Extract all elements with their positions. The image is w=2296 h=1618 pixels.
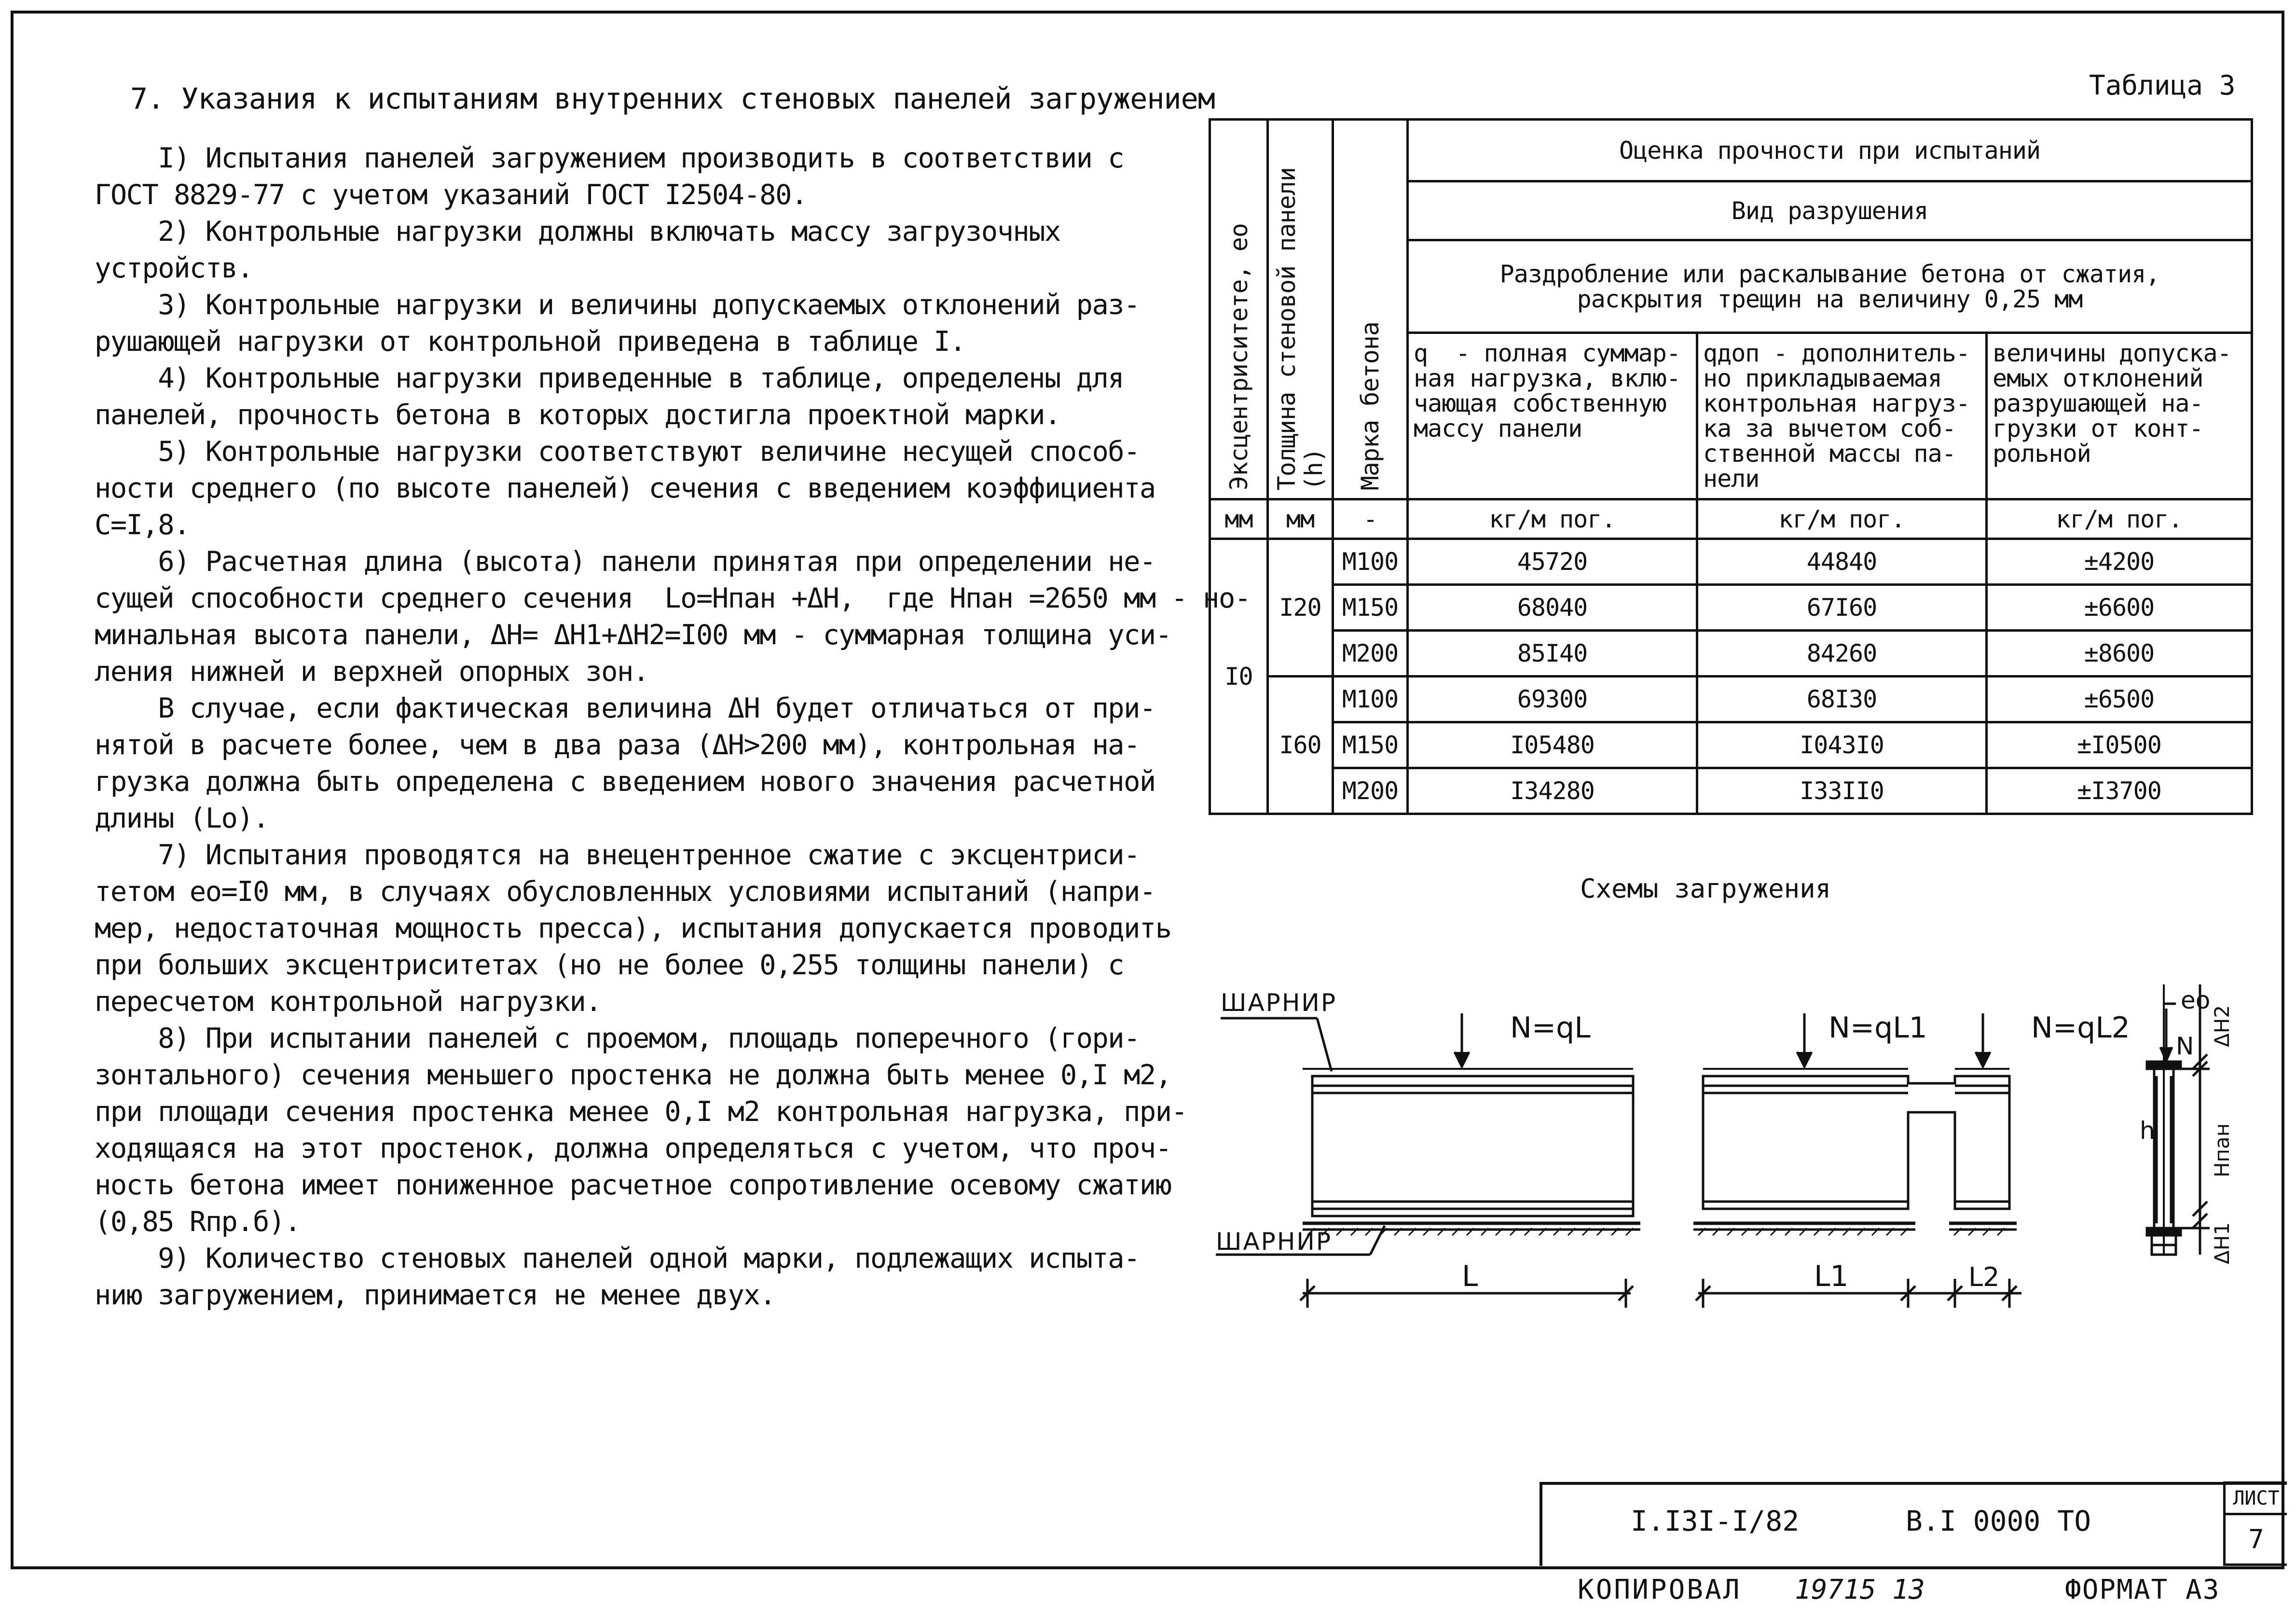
deviation-cell: ±6500 <box>1987 677 2252 722</box>
doc-code: В.I 0000 ТО <box>1906 1505 2091 1537</box>
panel-with-opening <box>1703 1076 2009 1209</box>
qdop-cell: 67I60 <box>1697 585 1987 631</box>
paragraph-6: 6) Расчетная длина (высота) панели принятая при определении не- сущей способности среднего сечения Lo=Hпан +ΔH, где Hпан =2650 мм - но- минальная высота панели, ΔH= ΔH1+ΔH2=I00 мм - суммарная толщина уси- ления нижней и верхней опорных зон. <box>95 546 1251 688</box>
unit-cell: кг/м пог. <box>1408 499 1697 539</box>
header-failure: Вид разрушения <box>1408 181 2252 240</box>
unit-cell: мм <box>1268 499 1333 539</box>
table-row <box>1210 722 2252 768</box>
grade-cell: M100 <box>1333 539 1408 585</box>
sheet-label: ЛИСТ <box>2223 1481 2287 1515</box>
q-cell: 68040 <box>1408 585 1697 631</box>
copied-number: 19715 13 <box>1795 1574 1925 1605</box>
qdop-cell: I043I0 <box>1697 722 1987 768</box>
grade-cell: M150 <box>1333 585 1408 631</box>
unit-cell: мм <box>1210 499 1268 539</box>
unit-cell: кг/м пог. <box>1697 499 1987 539</box>
h-label: h <box>2140 1117 2155 1145</box>
span-label-1: L <box>1462 1259 1478 1293</box>
sheet-number: 7 <box>2223 1515 2287 1566</box>
eo-label: eo <box>2181 986 2211 1014</box>
thickness-cell: I20 <box>1268 539 1333 677</box>
header-strength: Оценка прочности при испытаний <box>1408 120 2252 181</box>
grade-cell: M200 <box>1333 631 1408 677</box>
table-row <box>1210 585 2252 631</box>
load-label-3: N=qL2 <box>2031 1011 2130 1045</box>
q-cell: 69300 <box>1408 677 1697 722</box>
table-row <box>1210 768 2252 814</box>
q-cell: 85I40 <box>1408 631 1697 677</box>
paragraph-6-note: В случае, если фактическая величина ΔH будет отличаться от при- нятой в расчете более, чем в два раза (ΔH>200 мм), контрольная на- грузка должна быть определена с введением нового значения расчетной длины (Lo). <box>95 692 1155 834</box>
unit-cell: - <box>1333 499 1408 539</box>
q-cell: I05480 <box>1408 722 1697 768</box>
qdop-cell: I33II0 <box>1697 768 1987 814</box>
paragraph-1: I) Испытания панелей загружением производить в соответствии с ГОСТ 8829-77 с учетом указаний ГОСТ I2504-80. <box>95 142 1124 211</box>
header-qdop: qдоп - дополнитель- но прикладываемая контрольная нагруз- ка за вычетом соб- ственной массы па- нели <box>1697 333 1987 499</box>
qdop-cell: 84260 <box>1697 631 1987 677</box>
grade-cell: M200 <box>1333 768 1408 814</box>
doc-number: I.I3I-I/82 <box>1631 1505 1800 1537</box>
table-row <box>1210 631 2252 677</box>
section-title: 7. Указания к испытаниям внутренних стеновых панелей загружением <box>130 82 1215 116</box>
header-deviation: величины допуска- емых отклонений разрушающей на- грузки от конт- рольной <box>1987 333 2252 499</box>
deviation-cell: ±4200 <box>1987 539 2252 585</box>
paragraph-2: 2) Контрольные нагрузки должны включать массу загрузочных устройств. <box>95 216 1060 284</box>
copied-label: КОПИРОВАЛ <box>1578 1574 1742 1605</box>
format-label: ФОРМАТ А3 <box>2065 1574 2220 1605</box>
paragraph-8: 8) При испытании панелей с проемом, площадь поперечного (гори- зонтального) сечения меньшего простенка не должна быть менее 0,I м2, при площади сечения простенка менее 0,I м2 контрольная нагрузка, при- ходящаяся на этот простенок, должна определяться с учетом, что проч- ность бетона имеет пониженное расчетное сопротивление осевому сжатию (0,85 Rпр.б). <box>95 1023 1187 1238</box>
panel-solid <box>1312 1076 1633 1216</box>
n-label: N <box>2176 1032 2194 1060</box>
load-label-1: N=qL <box>1510 1011 1591 1045</box>
paragraph-4: 4) Контрольные нагрузки приведенные в таблице, определены для панелей, прочность бетона в которых достигла проектной марки. <box>95 362 1124 431</box>
dh2-label: ΔH2 <box>2210 1005 2234 1047</box>
deviation-cell: ±6600 <box>1987 585 2252 631</box>
unit-cell: кг/м пог. <box>1987 499 2252 539</box>
deviation-cell: ±8600 <box>1987 631 2252 677</box>
span-label-3: L2 <box>1968 1262 2000 1292</box>
table-row <box>1210 677 2252 722</box>
loading-schemes-drawing <box>1206 965 2268 1341</box>
paragraph-7: 7) Испытания проводятся на внецентренное сжатие с эксцентриси- тетом eo=I0 мм, в случаях обусловленных условиями испытаний (напри- мер, недостаточная мощность пресса), испытания допускается проводить при больших эксцентриситетах (но не более 0,255 толщины панели) с пересчетом контрольной нагрузки. <box>95 839 1171 1018</box>
q-cell: 45720 <box>1408 539 1697 585</box>
load-label-2: N=qL1 <box>1829 1011 1927 1045</box>
schemes-title: Схемы загружения <box>1580 873 1831 904</box>
title-block <box>1539 1481 2287 1566</box>
grade-cell: M150 <box>1333 722 1408 768</box>
deviation-cell: ±I0500 <box>1987 722 2252 768</box>
header-q: q - полная суммар- ная нагрузка, вклю- чающая собственную массу панели <box>1408 333 1697 499</box>
table-row <box>1210 539 2252 585</box>
dh1-label: ΔH1 <box>2210 1222 2234 1264</box>
deviation-cell: ±I3700 <box>1987 768 2252 814</box>
grade-cell: M100 <box>1333 677 1408 722</box>
load-table <box>1209 118 2253 815</box>
paragraph-9: 9) Количество стеновых панелей одной марки, подлежащих испыта- нию загружением, принимается не менее двух. <box>95 1243 1140 1311</box>
hinge-top-label: ШАРНИР <box>1221 989 1337 1017</box>
qdop-cell: 68I30 <box>1697 677 1987 722</box>
header-thickness: Толщина стеновой панели (h) <box>1268 120 1333 499</box>
q-cell: I34280 <box>1408 768 1697 814</box>
span-label-2: L1 <box>1814 1259 1849 1293</box>
paragraph-3: 3) Контрольные нагрузки и величины допускаемых отклонений раз- рушающей нагрузки от контрольной приведена в таблице I. <box>95 289 1140 358</box>
qdop-cell: 44840 <box>1697 539 1987 585</box>
hinge-bottom-label: ШАРНИР <box>1216 1228 1332 1256</box>
thickness-cell: I60 <box>1268 677 1333 814</box>
header-eccentricity: Эксцентриситете, eo <box>1210 120 1268 499</box>
header-failure-desc: Раздробление или раскалывание бетона от сжатия, раскрытия трещин на величину 0,25 мм <box>1408 240 2252 333</box>
table-caption: Таблица 3 <box>2089 70 2236 101</box>
paragraph-5: 5) Контрольные нагрузки соответствуют величине несущей способ- ности среднего (по высоте панелей) сечения с введением коэффициента С=I,8. <box>95 436 1155 541</box>
header-concrete-grade: Марка бетона <box>1333 120 1408 499</box>
hpan-label: Hпан <box>2210 1123 2234 1177</box>
ecc-value-cell: I0 <box>1210 539 1268 814</box>
